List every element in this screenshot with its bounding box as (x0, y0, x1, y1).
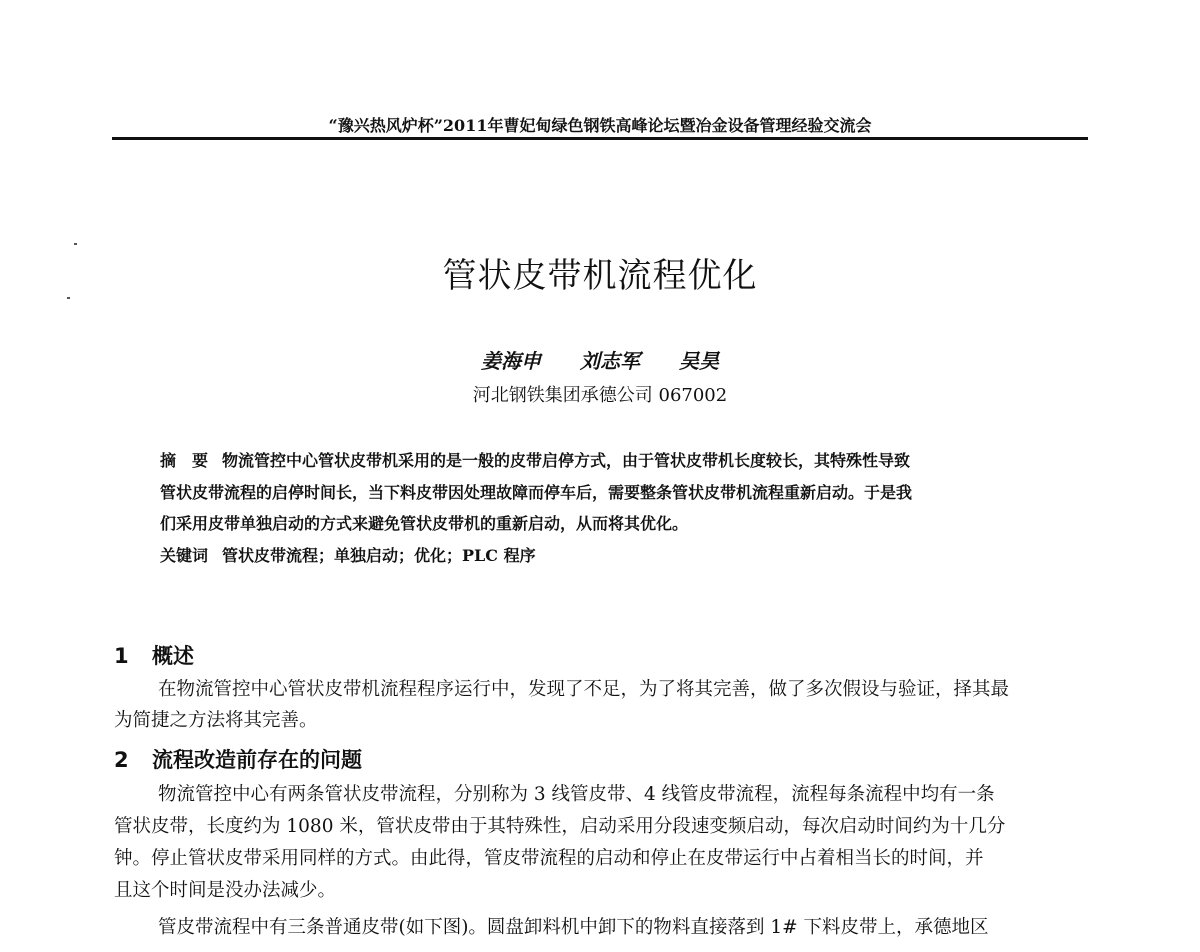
section-heading (114, 640, 194, 670)
abstract-line: 管状皮带流程的启停时间长，当下料皮带因处理故障而停车后，需要整条管状皮带机流程重新启动。于是我 (160, 483, 913, 502)
paragraph-line: 钟。停止管状皮带采用同样的方式。由此得，管皮带流程的启动和停止在皮带运行中占着相当长的时间，并 (114, 848, 984, 869)
paragraph-line: 管状皮带，长度约为 1080 米，管状皮带由于其特殊性，启动采用分段速变频启动，每次启动时间约为十几分 (114, 816, 1006, 837)
header-rule (112, 137, 1088, 140)
keywords-line (160, 543, 1090, 569)
abstract-text: 物流管控中心管状皮带机采用的是一般的皮带启停方式，由于管状皮带机长度较长，其特殊性导致 (222, 451, 911, 470)
section-number: 2 (114, 748, 129, 772)
abstract-label: 摘 要 (160, 451, 209, 470)
paragraph-line: 为简捷之方法将其完善。 (114, 710, 318, 731)
paragraph-line: 且这个时间是没办法减少。 (114, 880, 337, 901)
author-list (0, 345, 1200, 374)
author-name: 刘志军 (580, 349, 640, 373)
section-heading (114, 744, 362, 774)
paragraph-line: 物流管控中心有两条管状皮带流程，分别称为 3 线管皮带、4 线管皮带流程，流程每条流程中均有一条 (158, 784, 995, 805)
conference-header: “豫兴热风炉杯”2011年曹妃甸绿色钢铁高峰论坛暨冶金设备管理经验交流会 (328, 116, 872, 135)
abstract-line: 们采用皮带单独启动的方式来避免管状皮带机的重新启动，从而将其优化。 (160, 514, 689, 533)
author-affiliation: 河北钢铁集团承德公司 067002 (472, 385, 728, 406)
paragraph-line: 管皮带流程中有三条普通皮带(如下图)。圆盘卸料机中卸下的物料直接落到 1# 下料皮带上，承德地区 (158, 917, 989, 938)
scan-speck (74, 243, 77, 245)
keywords-label: 关键词 (160, 546, 209, 565)
scan-speck (67, 297, 70, 299)
article-title: 管状皮带机流程优化 (442, 256, 758, 296)
section-title: 概述 (152, 644, 194, 668)
section-title: 流程改造前存在的问题 (152, 748, 362, 772)
keywords-text: 管状皮带流程；单独启动；优化；PLC 程序 (222, 546, 536, 565)
author-name: 吴昊 (678, 349, 719, 373)
paragraph-line: 在物流管控中心管状皮带机流程程序运行中，发现了不足，为了将其完善，做了多次假设与验证，择其最 (158, 679, 1010, 700)
abstract-line (160, 448, 1090, 474)
section-number: 1 (114, 644, 129, 668)
author-name: 姜海申 (481, 349, 542, 373)
